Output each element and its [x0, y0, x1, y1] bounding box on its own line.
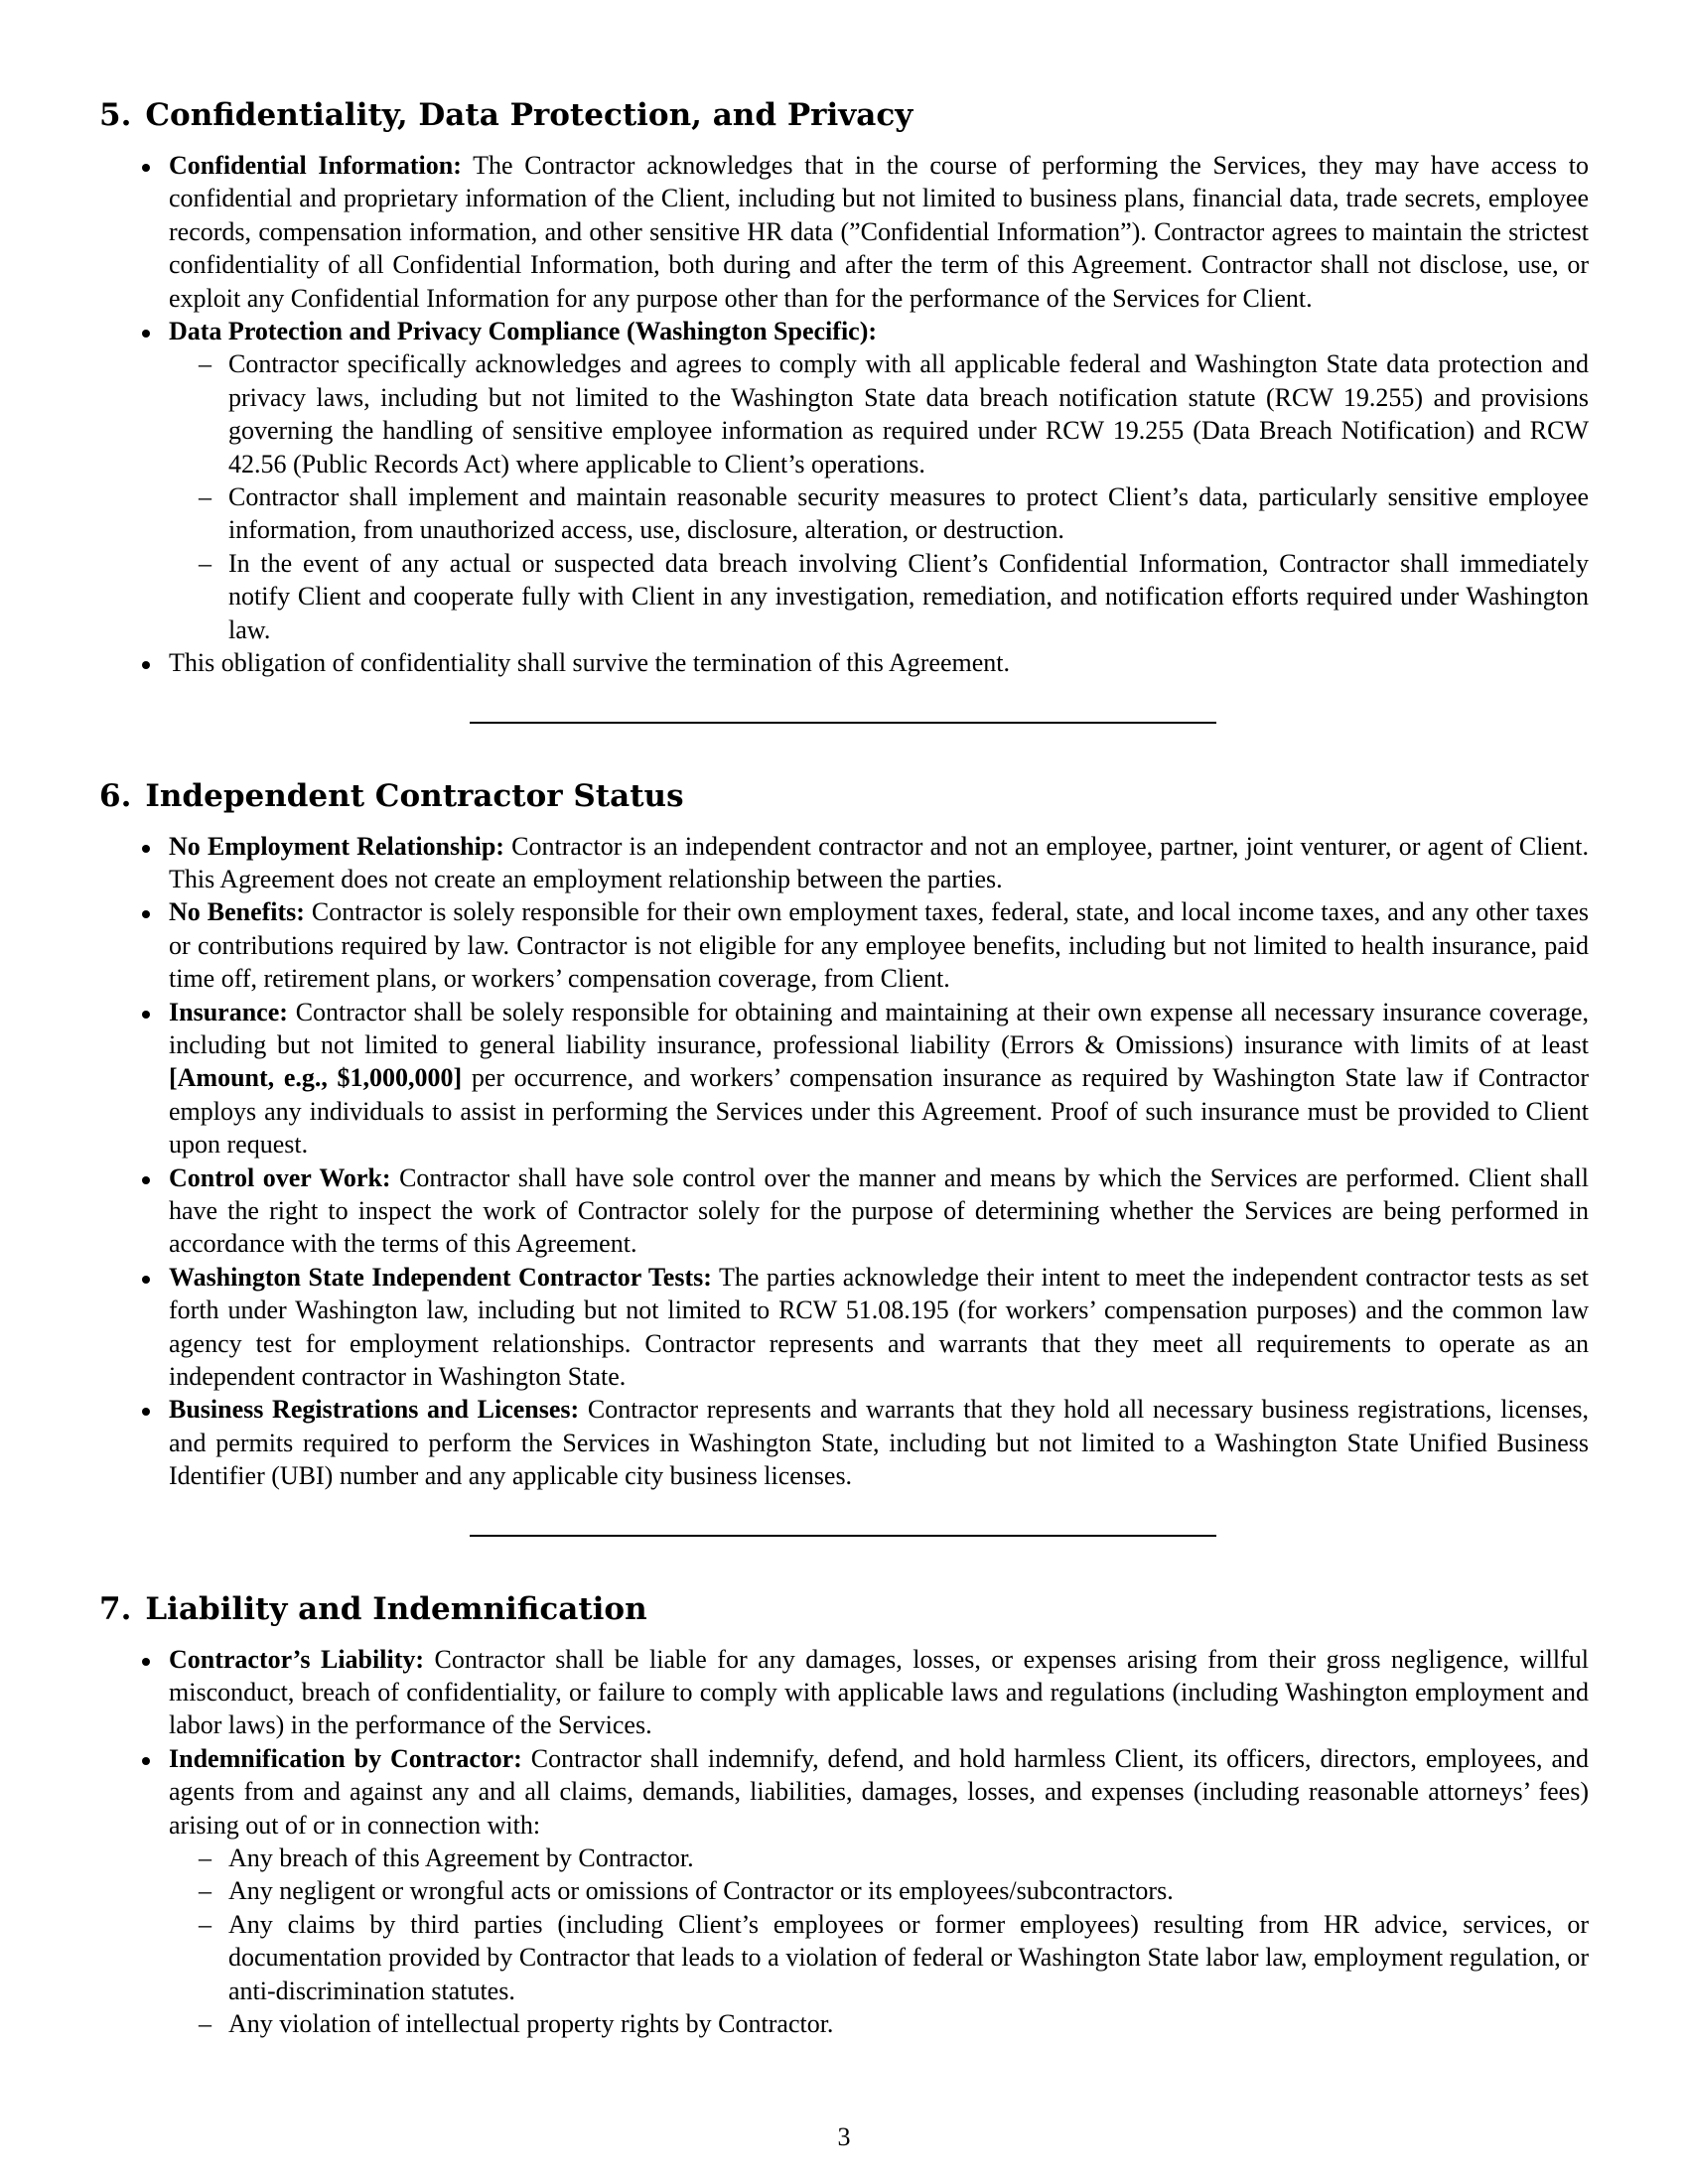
- document-page: [99, 94, 1589, 2041]
- item-lead: Data Protection and Privacy Compliance (Washington Specific):: [169, 317, 878, 346]
- item-lead: No Benefits:: [169, 897, 305, 927]
- list-item: [99, 1161, 1589, 1261]
- section-heading: [99, 1588, 1589, 1630]
- bullet-list: [99, 149, 1589, 680]
- item-lead: Business Registrations and Licenses:: [169, 1395, 580, 1425]
- item-lead: Contractor’s Liability:: [169, 1644, 425, 1674]
- item-text: Contractor shall be liable for any damages, losses, or expenses arising from their gross negligence, willful misconduct, breach of confidentiality, or failure to comply with applicable laws and regulations (including Washington employment and labor laws) in the performance of the Services.: [169, 1644, 1589, 1740]
- item-text: per occurrence, and workers’ compensation insurance as required by Washington State law if Contractor employs any individuals to assist in performing the Services under this Agreement. Proof of such insurance must be provided to Client upon request.: [169, 1063, 1589, 1160]
- list-item: [99, 1742, 1589, 2041]
- sub-list-item: – Any violation of intellectual property rights by Contractor.: [169, 2007, 1589, 2040]
- list-item: [99, 996, 1589, 1161]
- sub-list: [169, 1842, 1589, 2040]
- item-text: Contractor is solely responsible for their own employment taxes, federal, state, and local income taxes, and any other taxes or contributions required by law. Contractor is not eligible for any employee benefits, including but not limited to health insurance, paid time off, retirement plans, or workers’ compensation coverage, from Client.: [169, 897, 1589, 994]
- list-item: [99, 1393, 1589, 1492]
- section-5: [99, 94, 1589, 680]
- item-text: The Contractor acknowledges that in the course of performing the Services, they may have access to confidential and proprietary information of the Client, including but not limited to business plans, financial data, trade secrets, employee records, compensation information, and other sensitive HR data (”Confidential Information”). Contractor agrees to maintain the strictest confidentiality of all Confidential Information, both during and after the term of this Agreement. Contractor shall not disclose, use, or exploit any Confidential Information for any purpose other than for the performance of the Services for Client.: [169, 151, 1589, 313]
- section-title: Liability and Indemnification: [145, 1590, 647, 1627]
- list-item: [99, 1261, 1589, 1394]
- section-number: 6.: [99, 777, 132, 814]
- section-divider: [470, 722, 1216, 724]
- item-text: Contractor is an independent contractor and not an employee, partner, joint venturer, or agent of Client. This Agreement does not create an employment relationship between the parties.: [169, 831, 1589, 893]
- list-item: [99, 895, 1589, 995]
- item-text: The parties acknowledge their intent to meet the independent contractor tests as set forth under Washington law, including but not limited to RCW 51.08.195 (for workers’ compensation purposes) and the common law agency test for employment relationships. Contractor represents and warrants that they meet all requirements to operate as an independent contractor in Washington State.: [169, 1262, 1589, 1391]
- section-heading: [99, 94, 1589, 136]
- item-lead: Control over Work:: [169, 1162, 391, 1192]
- item-text: Contractor represents and warrants that they hold all necessary business registrations, licenses, and permits required to perform the Services in Washington State, including but not limited to a Washington State Unified Business Identifier (UBI) number and any applicable city business licenses.: [169, 1395, 1589, 1491]
- sub-list-item: – Contractor shall implement and maintain reasonable security measures to protect Client’s data, particularly sensitive employee information, from unauthorized access, use, disclosure, alteration, or destruction.: [169, 480, 1589, 547]
- section-heading: [99, 775, 1589, 817]
- item-text: Contractor shall indemnify, defend, and hold harmless Client, its officers, directors, employees, and agents from and against any and all claims, demands, liabilities, damages, losses, and expenses (including reasonable attorneys’ fees) arising out of or in connection with:: [169, 1743, 1589, 1840]
- list-item: [99, 830, 1589, 896]
- section-number: 5.: [99, 97, 132, 133]
- item-lead: Confidential Information:: [169, 151, 462, 180]
- sub-list-item: – Any negligent or wrongful acts or omissions of Contractor or its employees/subcontractors.: [169, 1874, 1589, 1907]
- list-item: [99, 149, 1589, 315]
- page-number: 3: [837, 2122, 851, 2151]
- list-item: This obligation of confidentiality shall survive the termination of this Agreement.: [99, 646, 1589, 679]
- bullet-list: [99, 830, 1589, 1493]
- item-lead: No Employment Relationship:: [169, 831, 504, 861]
- section-number: 7.: [99, 1590, 132, 1627]
- item-lead: Insurance:: [169, 997, 288, 1026]
- item-text: Contractor shall be solely responsible for obtaining and maintaining at their own expense all necessary insurance coverage, including but not limited to general liability insurance, professional liability (Errors & Omissions) insurance with limits of at least: [169, 997, 1589, 1059]
- sub-list-item: – Any breach of this Agreement by Contractor.: [169, 1842, 1589, 1874]
- item-text: Contractor shall have sole control over the manner and means by which the Services are performed. Client shall have the right to inspect the work of Contractor solely for the purpose of determining whether the Services are being performed in accordance with the terms of this Agreement.: [169, 1162, 1589, 1259]
- item-lead: Indemnification by Contractor:: [169, 1743, 522, 1773]
- list-item: [99, 315, 1589, 646]
- section-title: Independent Contractor Status: [145, 777, 684, 814]
- item-lead: Washington State Independent Contractor Tests:: [169, 1262, 712, 1292]
- bullet-list: [99, 1643, 1589, 2041]
- sub-list-item: – Contractor specifically acknowledges and agrees to comply with all applicable federal and Washington State data protection and privacy laws, including but not limited to the Washington State data breach notification statute (RCW 19.255) and provisions governing the handling of sensitive employee information as required under RCW 19.255 (Data Breach Notification) and RCW 42.56 (Public Records Act) where applicable to Client’s operations.: [169, 347, 1589, 480]
- section-6: [99, 775, 1589, 1493]
- sub-list-item: – Any claims by third parties (including Client’s employees or former employees) resulting from HR advice, services, or documentation provided by Contractor that leads to a violation of federal or Washington State labor law, employment regulation, or anti-discrimination statutes.: [169, 1908, 1589, 2007]
- insurance-amount-placeholder: [Amount, e.g., $1,000,000]: [169, 1063, 463, 1093]
- list-item: [99, 1643, 1589, 1742]
- section-7: [99, 1588, 1589, 2041]
- sub-list-item: – In the event of any actual or suspected data breach involving Client’s Confidential Information, Contractor shall immediately notify Client and cooperate fully with Client in any investigation, remediation, and notification efforts required under Washington law.: [169, 547, 1589, 646]
- sub-list: [169, 347, 1589, 646]
- section-title: Confidentiality, Data Protection, and Privacy: [145, 97, 914, 133]
- section-divider: [470, 1535, 1216, 1537]
